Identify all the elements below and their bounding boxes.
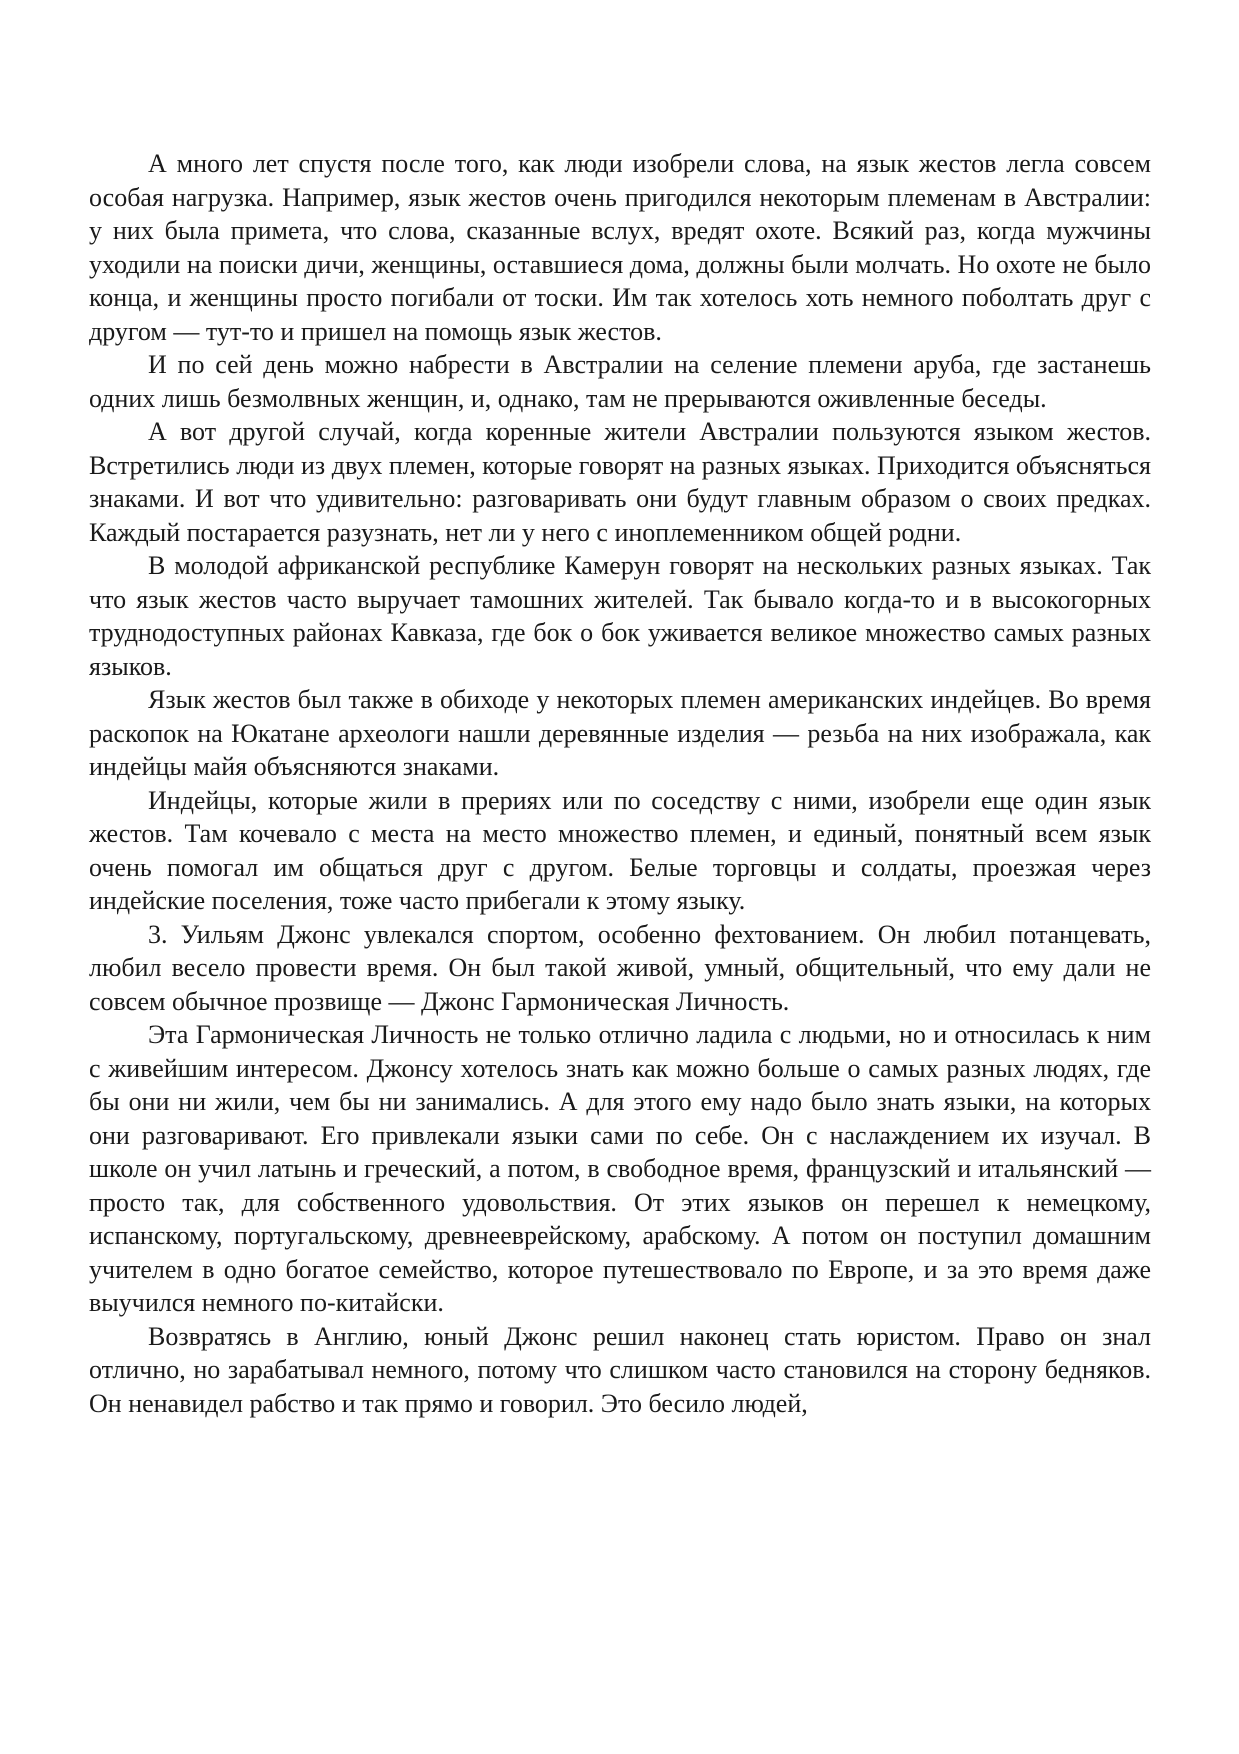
document-body (89, 147, 1151, 1420)
paragraph: Возвратясь в Англию, юный Джонс решил наконец стать юристом. Право он знал отлично, но зарабатывал немного, потому что слишком часто становился на сторону бедняков. Он ненавидел рабство и так прямо и говорил. Это бесило людей, (89, 1321, 1151, 1418)
paragraph: А много лет спустя после того, как люди изобрели слова, на язык жестов легла совсем особая нагрузка. Например, язык жестов очень пригодился некоторым племенам в Австралии: у них была примета, что слова, сказанные вслух, вредят охоте. Всякий раз, когда мужчины уходили на поиски дичи, женщины, оставшиеся дома, должны были молчать. Но охоте не было конца, и женщины просто погибали от тоски. Им так хотелось хоть немного поболтать друг с другом — тут-то и пришел на помощь язык жестов. (89, 149, 1151, 346)
paragraph: И по сей день можно набрести в Австралии на селение племени аруба, где застанешь одних лишь безмолвных женщин, и, однако, там не прерываются оживленные беседы. (89, 350, 1151, 413)
paragraph: А вот другой случай, когда коренные жители Австралии пользуются языком жестов. Встретились люди из двух племен, которые говорят на разных языках. Приходится объясняться знаками. И вот что удивительно: разговаривать они будут главным образом о своих предках. Каждый постарается разузнать, нет ли у него с иноплеменником общей родни. (89, 417, 1151, 547)
paragraph: В молодой африканской республике Камерун говорят на нескольких разных языках. Так что язык жестов часто выручает тамошних жителей. Так бывало когда-то и в высокогорных труднодоступных районах Кавказа, где бок о бок уживается великое множество самых разных языков. (89, 551, 1151, 681)
paragraph: Язык жестов был также в обиходе у некоторых племен американских индейцев. Во время раскопок на Юкатане археологи нашли деревянные изделия — резьба на них изображала, как индейцы майя объясняются знаками. (89, 685, 1151, 781)
paragraph: Индейцы, которые жили в прериях или по соседству с ними, изобрели еще один язык жестов. Там кочевало с места на место множество племен, и единый, понятный всем язык очень помогал им общаться друг с другом. Белые торговцы и солдаты, проезжая через индейские поселения, тоже часто прибегали к этому языку. (89, 785, 1151, 915)
paragraph: 3. Уильям Джонс увлекался спортом, особенно фехтованием. Он любил потанцевать, любил весело провести время. Он был такой живой, умный, общительный, что ему дали не совсем обычное прозвище — Джонс Гармоническая Личность. (89, 919, 1151, 1016)
paragraph: Эта Гармоническая Личность не только отлично ладила с людьми, но и относилась к ним с живейшим интересом. Джонсу хотелось знать как можно больше о самых разных людях, где бы они ни жили, чем бы ни занимались. А для этого ему надо было знать языки, на которых они разговаривают. Его привлекали языки сами по себе. Он с наслаждением их изучал. В школе он учил латынь и греческий, а потом, в свободное время, французский и итальянский — просто так, для собственного удовольствия. От этих языков он перешел к немецкому, испанскому, португальскому, древнееврейскому, арабскому. А потом он поступил домашним учителем в одно богатое семейство, которое путешествовало по Европе, и за это время даже выучился немного по-китайски. (89, 1020, 1151, 1317)
